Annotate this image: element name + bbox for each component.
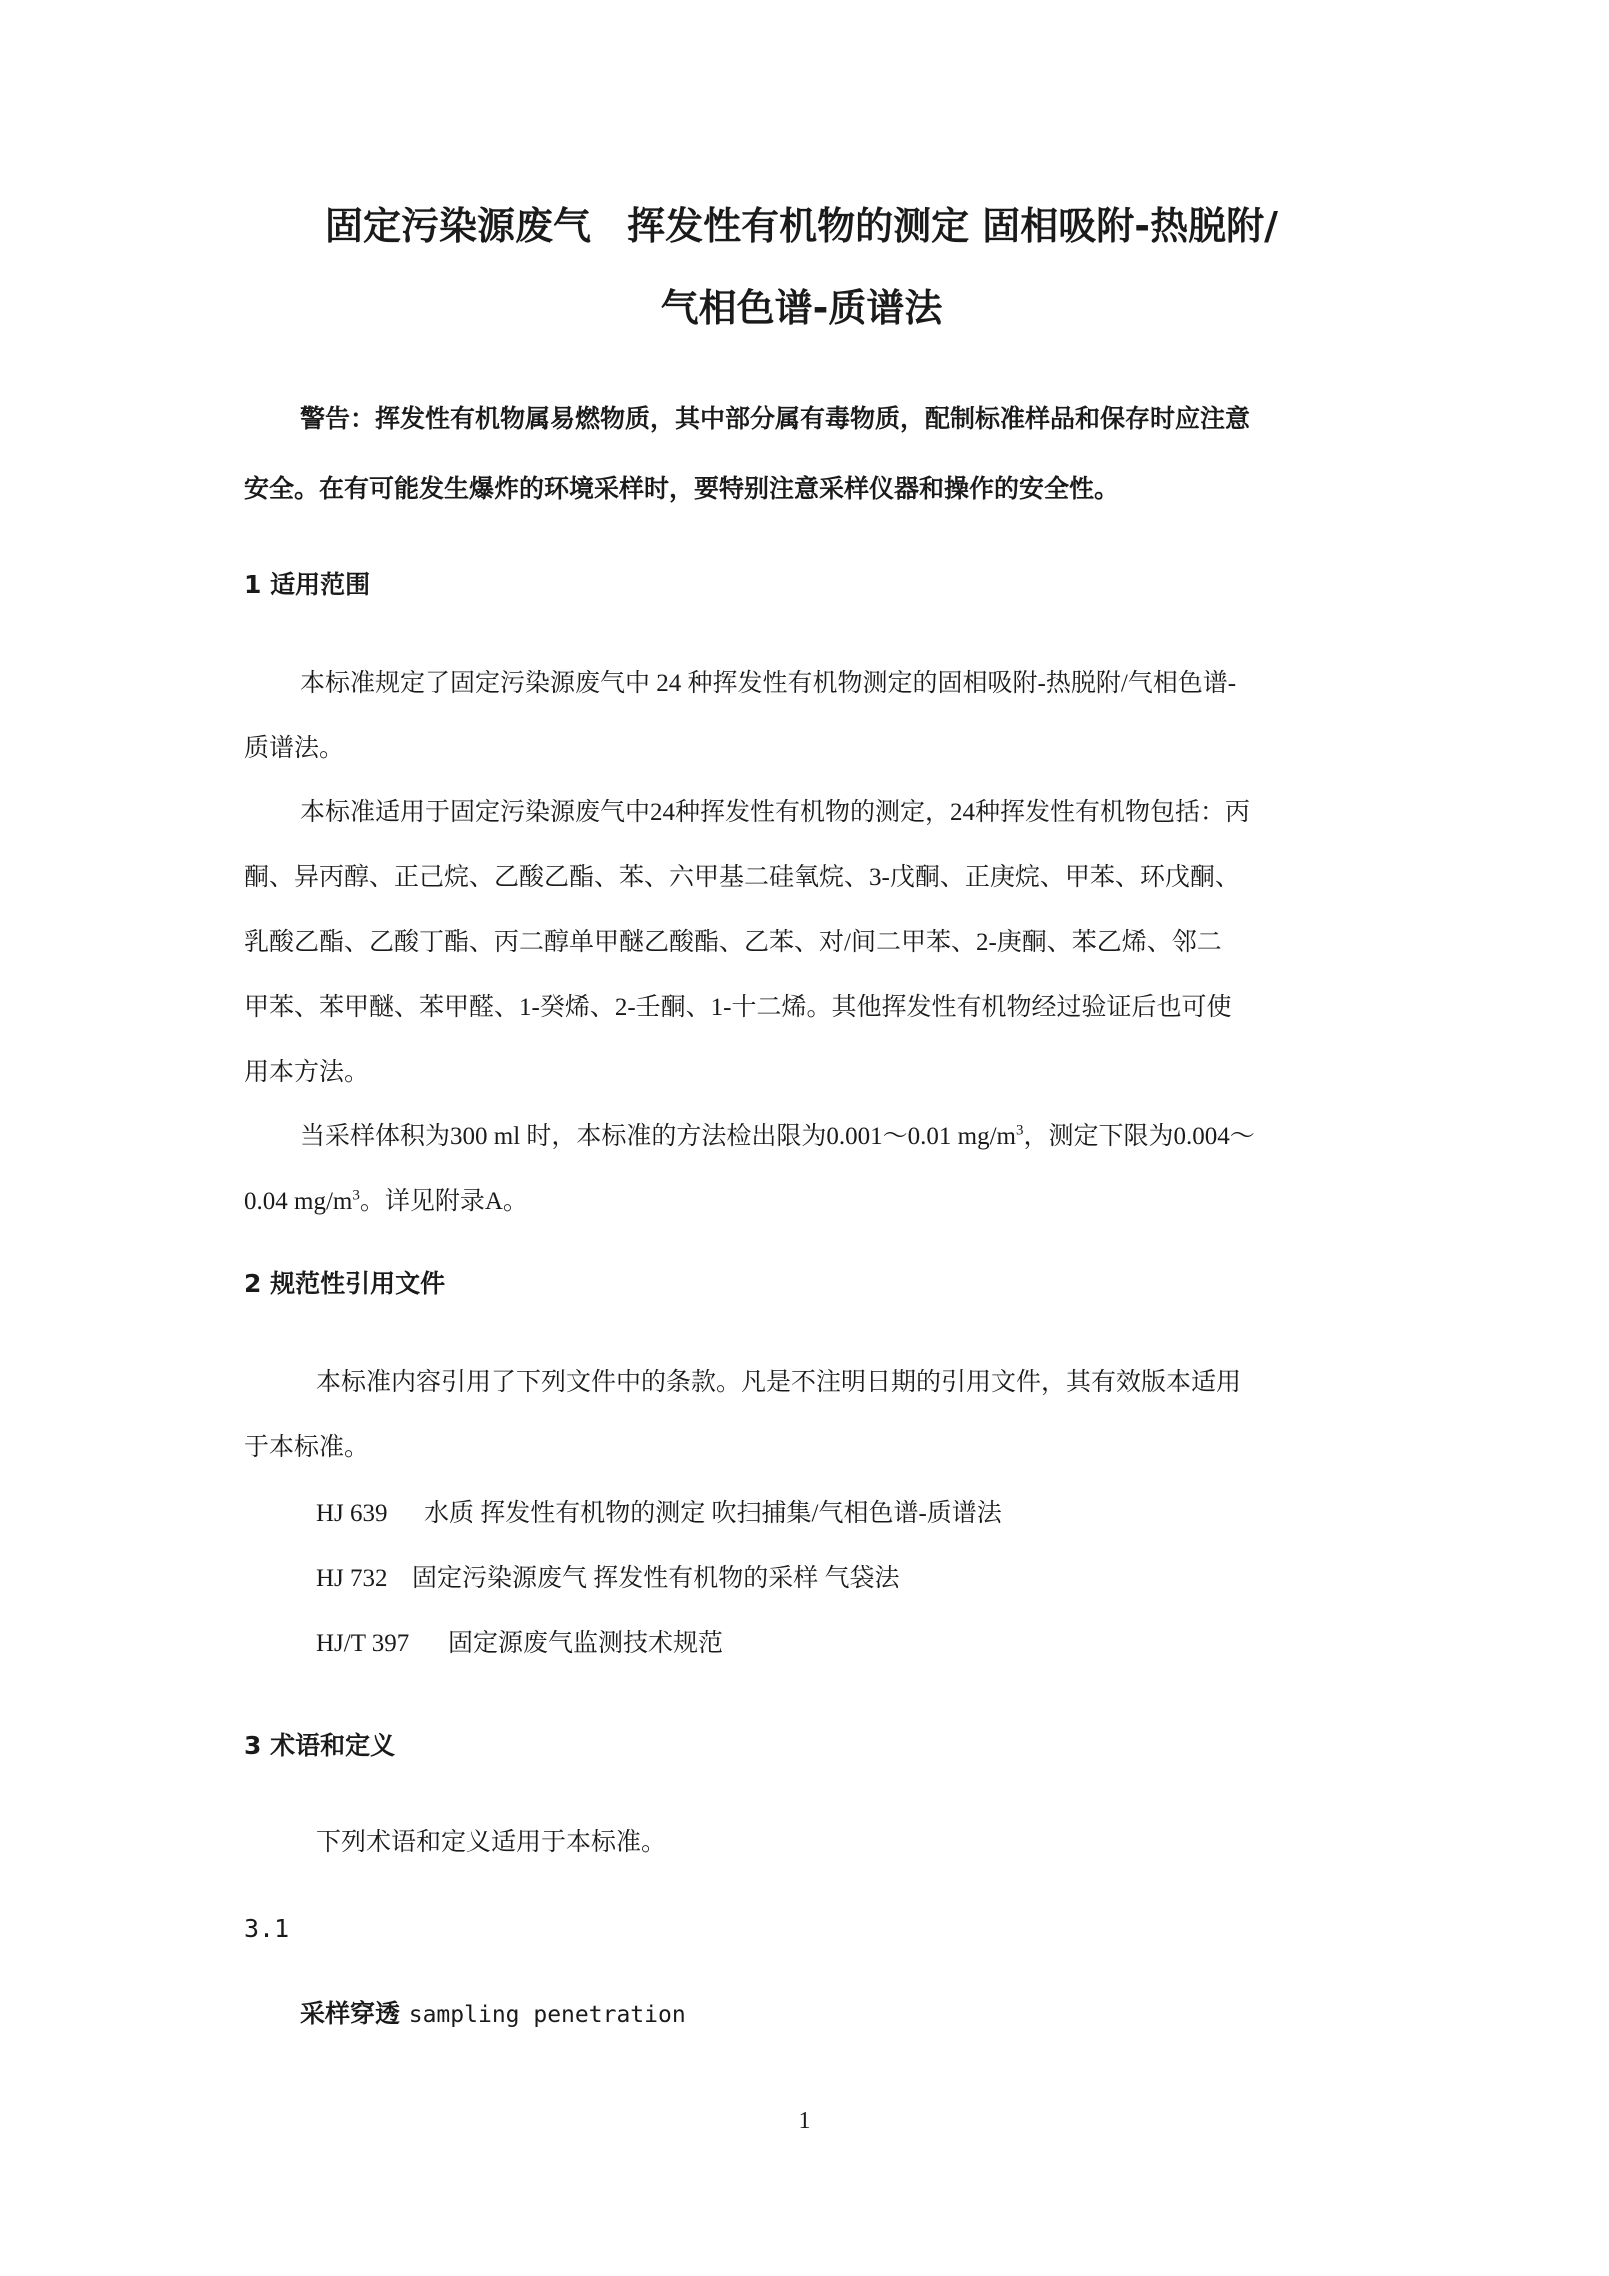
page-number: 1	[798, 2108, 811, 2134]
reference-item	[316, 1626, 723, 1662]
section1-para2-line1: 本标准适用于固定污染源废气中24种挥发性有机物的测定，24种挥发性有机物包括：丙	[300, 799, 1251, 826]
title-part-b: 挥发性有机物的测定 固相吸附-热脱附/	[627, 204, 1278, 248]
reference-title: 水质 挥发性有机物的测定 吹扫捕集/气相色谱-质谱法	[424, 1500, 1002, 1527]
section1-para3-line1b: ，测定下限为0.004～	[1023, 1123, 1255, 1150]
term-english: sampling penetration	[408, 2002, 686, 2028]
section2-heading: 2 规范性引用文件	[244, 1269, 446, 1298]
reference-title: 固定源废气监测技术规范	[448, 1630, 724, 1657]
title-part-a: 固定污染源废气	[325, 204, 592, 248]
section1-para2-line3: 乳酸乙酯、乙酸丁酯、丙二醇单甲醚乙酸酯、乙苯、对/间二甲苯、2-庚酮、苯乙烯、邻二	[244, 929, 1222, 956]
section3-heading: 3 术语和定义	[244, 1731, 396, 1760]
section1-para1	[244, 651, 1359, 781]
section1-heading: 1 适用范围	[244, 570, 371, 599]
section2-para-line2: 于本标准。	[244, 1434, 370, 1461]
superscript-3: 3	[1015, 1122, 1024, 1139]
superscript-3: 3	[352, 1187, 360, 1204]
section1-para3-line2b: 。详见附录A。	[359, 1188, 528, 1215]
reference-title: 固定污染源废气 挥发性有机物的采样 气袋法	[412, 1565, 900, 1592]
section1-para1-line1: 本标准规定了固定污染源废气中 24 种挥发性有机物测定的固相吸附-热脱附/气相色谱-	[300, 670, 1237, 697]
document-title-line2: 气相色谱-质谱法	[660, 286, 943, 330]
reference-code: HJ 639	[316, 1500, 388, 1527]
section1-para2-line5: 用本方法。	[244, 1059, 370, 1086]
section3-para: 下列术语和定义适用于本标准。	[316, 1829, 667, 1856]
reference-code: HJ 732	[316, 1565, 388, 1592]
reference-item	[316, 1496, 1002, 1532]
section1-para2-line4: 甲苯、苯甲醚、苯甲醛、1-癸烯、2-壬酮、1-十二烯。其他挥发性有机物经过验证后也可使	[244, 994, 1232, 1021]
term-chinese: 采样穿透	[300, 1999, 401, 2028]
section1-para2-line2: 酮、异丙醇、正己烷、乙酸乙酯、苯、六甲基二硅氧烷、3-戊酮、正庚烷、甲苯、环戊酮、	[244, 864, 1240, 891]
warning-paragraph	[244, 384, 1359, 524]
section1-para3-line2a: 0.04 mg/m	[244, 1188, 353, 1215]
term-entry	[300, 1996, 686, 2033]
section1-para3-line1a: 当采样体积为300 ml 时，本标准的方法检出限为0.001～0.01 mg/m	[300, 1123, 1016, 1150]
section2-para-line1: 本标准内容引用了下列文件中的条款。凡是不注明日期的引用文件，其有效版本适用	[316, 1369, 1242, 1396]
document-title-line1	[244, 200, 1359, 252]
subsection-number: 3.1	[244, 1914, 290, 1943]
section1-para1-line2: 质谱法。	[244, 735, 345, 762]
section1-para2	[244, 780, 1359, 1105]
section2-para	[244, 1350, 1359, 1480]
reference-code: HJ/T 397	[316, 1630, 410, 1657]
warning-line1: 警告：挥发性有机物属易燃物质，其中部分属有毒物质，配制标准样品和保存时应注意	[300, 404, 1251, 433]
warning-line2: 安全。在有可能发生爆炸的环境采样时，要特别注意采样仪器和操作的安全性。	[244, 474, 1120, 503]
reference-item	[316, 1561, 900, 1597]
section1-para3	[244, 1104, 1359, 1234]
